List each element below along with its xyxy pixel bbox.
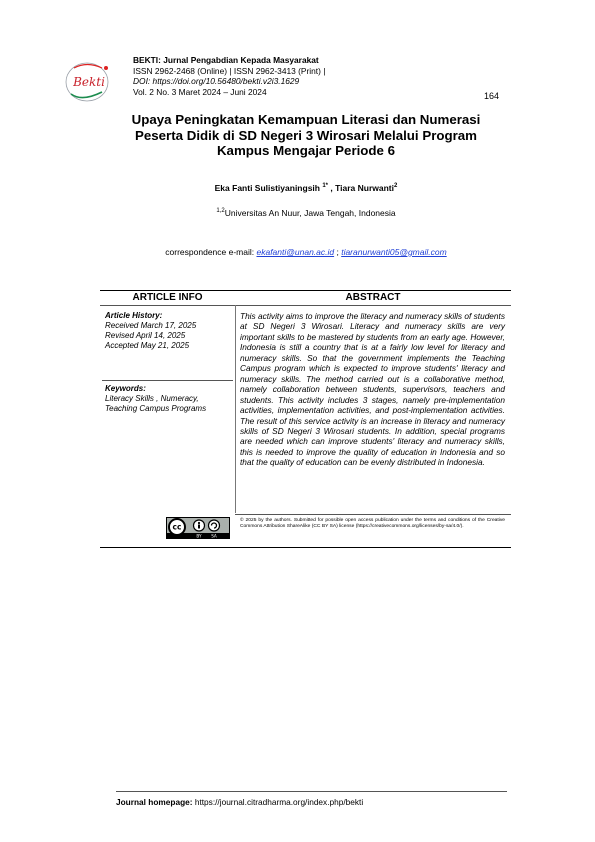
affiliation-text: Universitas An Nuur, Jawa Tengah, Indonesia — [224, 208, 396, 218]
author-2: , Tiara Nurwanti — [328, 183, 394, 193]
author-1-sup: 1* — [322, 183, 329, 190]
journal-header — [133, 55, 513, 97]
title-line-1: Upaya Peningkatan Kemampuan Literasi dan Numerasi — [131, 112, 481, 127]
svg-text:cc: cc — [172, 522, 182, 532]
accepted-date: Accepted May 21, 2025 — [105, 340, 190, 350]
correspondence-label: correspondence e-mail: — [165, 247, 257, 257]
author-1: Eka Fanti Sulistiyaningsih — [214, 183, 323, 193]
license-text: © 2025 by the authors. Submitted for possible open access publication under the terms and conditions of the Creative Commons Attribution ShareAlike (CC BY SA) license (https://creativecommons.org/licenses/by-sa/4.0/). — [240, 518, 505, 530]
column-divider — [235, 305, 236, 513]
journal-logo — [62, 58, 116, 104]
table-top-rule — [100, 290, 511, 291]
keywords-line-1: Literacy Skills , Numeracy, — [105, 393, 199, 403]
history-label: Article History: — [105, 311, 163, 320]
keywords-label: Keywords: — [105, 384, 146, 393]
revised-date: Revised April 14, 2025 — [105, 330, 186, 340]
email-link-1[interactable]: ekafanti@unan.ac.id — [256, 247, 335, 257]
affiliation — [100, 208, 512, 218]
email-separator: ; — [334, 247, 342, 257]
correspondence — [100, 247, 512, 257]
author-list — [100, 183, 512, 193]
badge-sa: SA — [211, 533, 217, 539]
doi-link[interactable]: DOI: https://doi.org/10.56480/bekti.v2i3.1629 — [133, 76, 300, 87]
cc-by-sa-badge[interactable] — [166, 517, 230, 539]
title-line-2: Peserta Didik di SD Negeri 3 Wirosari Melalui Program — [134, 127, 478, 143]
email-link-2[interactable]: tiaranurwanti05@gmail.com — [341, 247, 447, 257]
homepage-link[interactable]: https://journal.citradharma.org/index.php/bekti — [192, 797, 364, 807]
abstract-bottom-rule — [235, 514, 511, 515]
table-bottom-rule — [100, 547, 511, 548]
badge-by: BY — [196, 533, 202, 539]
homepage-label: Journal homepage: — [116, 797, 193, 807]
volume-line: Vol. 2 No. 3 Maret 2024 – Juni 2024 — [133, 86, 267, 97]
affiliation-sup: 1,2 — [216, 208, 225, 215]
abstract-text: This activity aims to improve the literacy and numeracy skills of students at SD Negeri 3 Wirosari. Literacy and numeracy skills are very important skills to be mastered by students from an early age. However, Indonesia is still a country that is at a fairly low level for literacy and numeracy skills. So that the government implements the Teaching Campus program which is expected to improve students' literacy and numeracy skills. The method carried out is a collaborative method, namely collaboration between students, supervisors, teachers and students. This activity includes 3 stages, namely pre-implementation activities, implementation activities, and post-implementation activities. The result of this service activity is an increase in literacy and numeracy skills of SD Negeri 3 Wirosari students. In addition, special programs are needed which can improve students' literacy and numeracy skills, this is needed to improve the quality of education in Indonesia and so that the quality of education can be evenly distributed in Indonesia. — [240, 311, 505, 468]
page-number: 164 — [484, 91, 500, 101]
logo-text: Bekti — [73, 75, 105, 89]
article-history — [105, 311, 196, 351]
author-2-sup: 2 — [394, 183, 398, 190]
issn-line: ISSN 2962-2468 (Online) | ISSN 2962-3413 (Print) | — [133, 65, 326, 76]
title-line-3: Kampus Mengajar Periode 6 — [216, 143, 396, 158]
keywords-block — [105, 384, 206, 414]
received-date: Received March 17, 2025 — [105, 320, 197, 330]
footer-rule — [116, 791, 507, 792]
info-divider-rule — [102, 380, 233, 381]
article-info-heading: ARTICLE INFO — [132, 292, 203, 303]
paper-title — [100, 112, 512, 159]
abstract-heading: ABSTRACT — [345, 292, 401, 303]
journal-homepage — [116, 797, 363, 807]
journal-name: BEKTI: Jurnal Pengabdian Kepada Masyarakat — [133, 55, 319, 65]
table-header-rule — [100, 305, 511, 306]
keywords-line-2: Teaching Campus Programs — [105, 403, 207, 413]
